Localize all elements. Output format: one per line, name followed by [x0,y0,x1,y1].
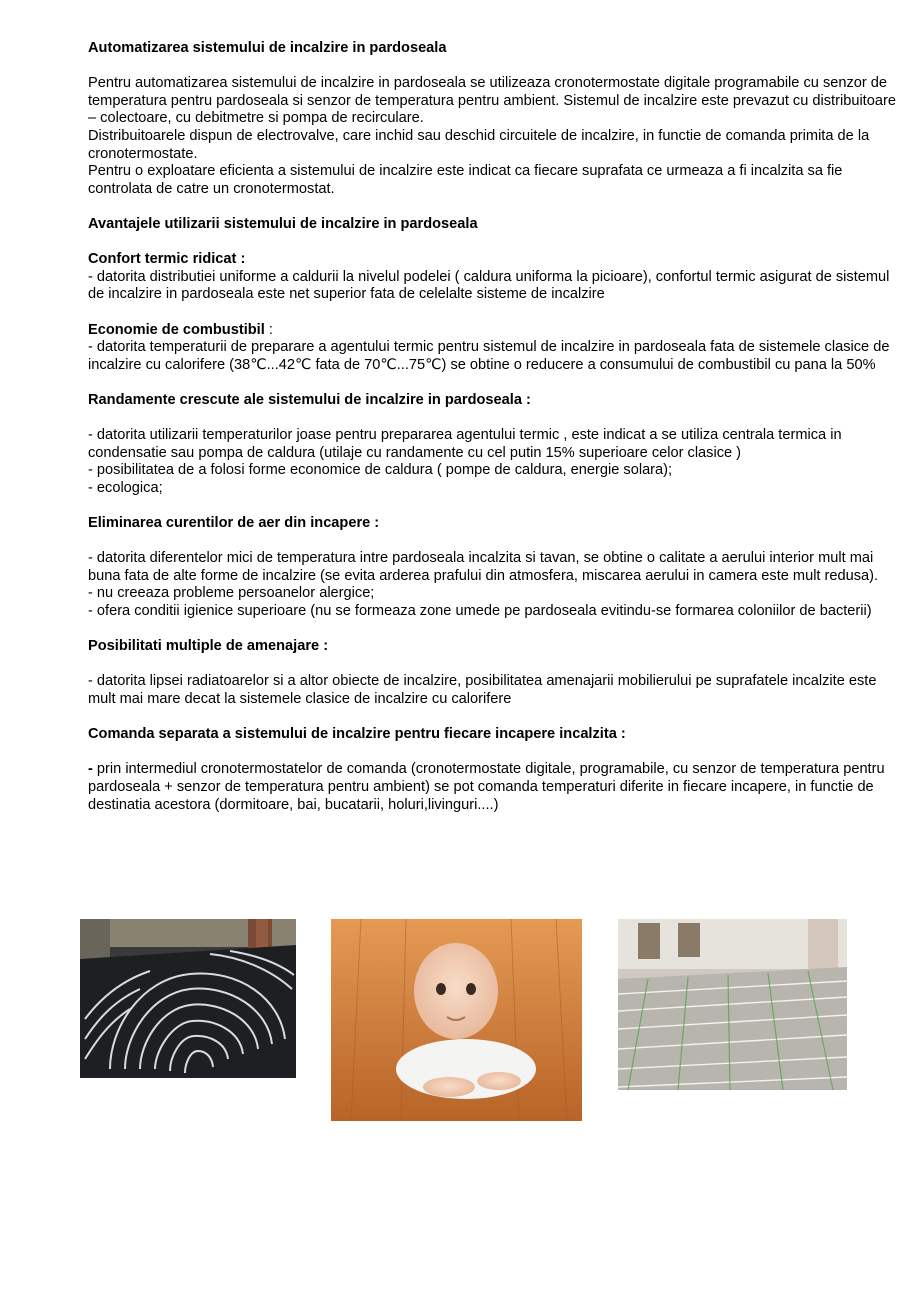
paragraph: - datorita distributiei uniforme a caldurii la nivelul podelei ( caldura uniforma la picioare), confortul termic asigurat de sistemul de incalzire in pardoseala este net superior fata de celelalte sisteme de incalzire [88,268,890,303]
paragraph-comanda [88,761,898,814]
photo-underfloor-pipes-spiral [80,919,296,1078]
subheading-comanda: Comanda separata a sistemului de incalzire pentru fiecare incapere incalzita : [88,726,626,743]
list-item: - datorita utilizarii temperaturilor joase pentru prepararea agentului termic , este indicat a se utiliza centrala termica in condensatie sau pompa de caldura (utilaje cu randamente cu cel putin 15% superioare celor clasice ) [88,427,842,461]
paragraph-text: prin intermediul cronotermostatelor de comanda (cronotermostate digitale, programabile, cu senzor de temperatura pentru pardoseala + senzor de temperatura pentru ambient) se pot comanda temperaturi diferite in fiecare incapere, in functie de destinatia acestora (dormitoare, bai, bucatarii, holuri,livinguri....) [88,761,885,813]
list-item: - nu creeaza probleme persoanelor alergice; [88,585,375,602]
bullet-dash: - [88,761,93,778]
baby-illustration [331,919,582,1121]
list-item: - ecologica; [88,479,163,496]
subheading-economie: Economie de combustibil [88,321,265,338]
paragraph: Pentru o exploatare eficienta a sistemului de incalzire este indicat ca fiecare suprafata ce urmeaza a fi incalzita sa fie controlata de catre un cronotermostat. [88,163,843,197]
paragraph: - datorita temperaturii de preparare a agentului termic pentru sistemul de incalzire in pardoseala fata de sistemele clasice de incalzire cu calorifere (38℃...42℃ fata de 70℃...75℃) se obtine o reducere a consumului de combustibil cu pana la 50% [88,339,890,373]
subheading-amenajare: Posibilitati multiple de amenajare : [88,638,329,655]
pipes-spiral-illustration [80,919,296,1078]
list-item: - datorita diferentelor mici de temperatura intre pardoseala incalzita si tavan, se obtine o calitate a aerului interior mult mai buna fata de alte forme de incalzire (se evita arderea prafului din atmosfera, miscarea aerului in camera este mult redusa). [88,550,879,584]
paragraph: Pentru automatizarea sistemului de incalzire in pardoseala se utilizeaza cronotermostate digitale programabile cu senzor de temperatura pentru pardoseala si senzor de temperatura pentru ambient. Sistemul de incalzire este prevazut cu distribuitoare – colectoare, cu debitmetre si pompa de recirculare. [88,75,896,127]
section-title-avantaje: Avantajele utilizarii sistemului de incalzire in pardoseala [88,215,478,232]
document-body [88,40,898,814]
subheading-confort: Confort termic ridicat : [88,251,246,268]
paragraph: - datorita lipsei radiatoarelor si a altor obiecte de incalzire, posibilitatea amenajarii mobilierului pe suprafatele incalzite este mult mai mare decat la sistemele clasice de incalzire cu calorifere [88,673,877,707]
pipes-grid-illustration [618,919,847,1090]
photo-underfloor-pipes-grid [618,919,847,1090]
paragraph: Distribuitoarele dispun de electrovalve, care inchid sau deschid circuitele de incalzire, in functie de comanda primita de la cronotermostate. [88,127,870,162]
section-title-automatizare: Automatizarea sistemului de incalzire in pardoseala [88,40,447,56]
list-item: - posibilitatea de a folosi forme economice de caldura ( pompe de caldura, energie solara); [88,462,673,479]
list-item: - ofera conditii igienice superioare (nu se formeaza zone umede pe pardoseala evitindu-se formarea coloniilor de bacterii) [88,603,872,619]
subheading-suffix: : [264,321,273,338]
photo-baby-on-wood-floor [331,919,582,1121]
subheading-curenti: Eliminarea curentilor de aer din incapere : [88,515,380,532]
subheading-randamente: Randamente crescute ale sistemului de incalzire in pardoseala : [88,391,531,408]
subheading-economie-line [88,322,898,340]
